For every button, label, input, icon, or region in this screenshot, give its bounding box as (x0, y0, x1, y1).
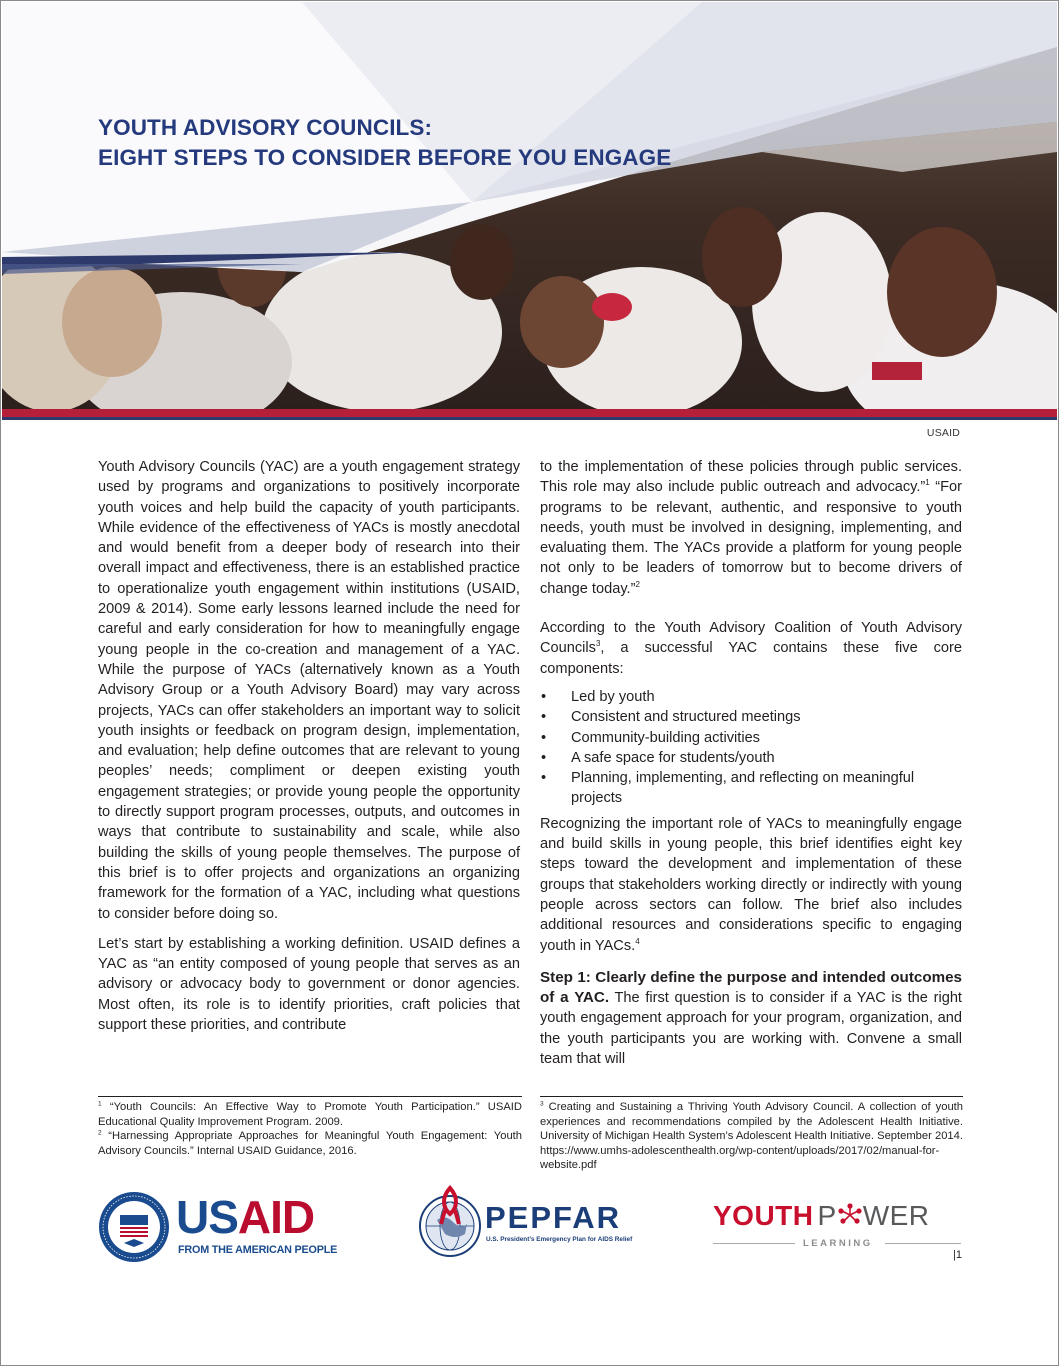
components-intro-paragraph (540, 618, 962, 679)
title-line-2: EIGHT STEPS TO CONSIDER BEFORE YOU ENGAGE (98, 145, 672, 170)
core-components-list (540, 687, 962, 809)
youthpower-wer: WER (862, 1200, 930, 1231)
pepfar-globe-icon (417, 1184, 483, 1262)
page-title (98, 113, 671, 173)
photo-credit: USAID (926, 427, 960, 439)
footnote-ref-4: 4 (635, 936, 640, 946)
power-o-icon (837, 1201, 863, 1223)
usaid-logo (98, 1189, 338, 1263)
recognition-text: Recognizing the important role of YACs to meaningfully engage and build skills in young people, this brief identifies eight key steps toward the development and implementation of these groups that stakeholders working directly or indirectly with young people across sectors can follow. The brief also includes additional resources and considerations specific to engaging youth in YACs. (540, 815, 962, 954)
usaid-wordmark-us: US (176, 1191, 238, 1243)
usaid-wordmark-aid: AID (237, 1191, 315, 1243)
usaid-wordmark (176, 1193, 314, 1241)
youthpower-wordmark (713, 1199, 930, 1233)
recognition-paragraph (540, 814, 962, 956)
step-1-paragraph (540, 968, 962, 1069)
list-item: • Consistent and structured meetings (540, 707, 962, 727)
footnote-2 (98, 1129, 522, 1158)
footnote-ref-1: 1 (925, 478, 930, 488)
footnote-2-number: 2 (98, 1129, 102, 1137)
youthpower-learning: LEARNING (803, 1238, 873, 1249)
left-column (98, 457, 520, 1035)
components-intro-text-b: , a successful YAC contains these five core components: (540, 640, 962, 677)
youthpower-rule-left (713, 1243, 795, 1244)
footnote-1-number: 1 (98, 1100, 102, 1108)
footnote-3-number: 3 (540, 1100, 544, 1108)
youthpower-rule-right (885, 1243, 961, 1244)
list-item: • A safe space for students/youth (540, 748, 962, 768)
footnotes-left (98, 1096, 522, 1158)
header-banner (2, 2, 1057, 430)
footnotes-right (540, 1096, 963, 1173)
title-line-1: YOUTH ADVISORY COUNCILS: (98, 115, 433, 140)
footnote-ref-2: 2 (635, 579, 640, 589)
youthpower-p: P (817, 1200, 837, 1231)
youthpower-youth: YOUTH (713, 1200, 814, 1231)
definition-continued-paragraph (540, 457, 962, 599)
pepfar-logo (417, 1184, 647, 1264)
footnote-ref-3: 3 (595, 639, 601, 649)
step-1-text: The first question is to consider if a YAC is the right youth engagement approach for your program, organization, and the youth participants you are working with. Convene a small team that will (540, 990, 962, 1068)
youthpower-logo (713, 1199, 965, 1257)
footnote-3 (540, 1100, 963, 1173)
list-item: • Planning, implementing, and reflecting on meaningful projects (540, 768, 962, 809)
header-photo-graphic (2, 2, 1057, 430)
right-column (540, 457, 962, 1069)
step-1-heading: Step 1: Clearly define the purpose and intended outcomes of a YAC. (540, 968, 962, 1007)
footnote-2-text: “Harnessing Appropriate Approaches for Meaningful Youth Engagement: Youth Advisory Councils.” Internal USAID Guidance, 2016. (98, 1130, 522, 1157)
footnote-3-text: Creating and Sustaining a Thriving Youth Advisory Council. A collection of youth experiences and recommendations compiled by the Adolescent Health Initiative. University of Michigan Health System’s Adolescent Health Initiative. September 2014. https://www.umhs-adolescenthealth.org/wp-content/uploads/2017/02/manual-for-website.pdf (540, 1101, 963, 1172)
list-item: • Community-building activities (540, 728, 962, 748)
definition-paragraph: Let’s start by establishing a working definition. USAID defines a YAC as “an entity composed of young people that serves as an advisory or advocacy body to government or donor agencies. Most often, its role is to identify priorities, craft policies that support these priorities, and contribute (98, 935, 520, 1034)
definition-text-b: “For programs to be relevant, authentic, and responsive to youth needs, youth must be involved in designing, implementing, and evaluating them. The YACs provide a platform for young people not only to be leaders of tomorrow but to become drivers of change today.” (540, 479, 963, 597)
usaid-seal-icon (98, 1191, 170, 1263)
definition-text-a: to the implementation of these policies through public services. This role may also include public outreach and advocacy.” (540, 459, 962, 496)
components-intro-text-a: According to the Youth Advisory Coalition of Youth Advisory Councils (540, 620, 962, 657)
pepfar-tagline: U.S. President’s Emergency Plan for AIDS Relief (486, 1236, 633, 1243)
page-number: |1 (953, 1249, 962, 1261)
footnote-1-text: “Youth Councils: An Effective Way to Promote Youth Participation.” USAID Educational Quality Improvement Program. 2009. (98, 1101, 522, 1128)
pepfar-wordmark: PEPFAR (485, 1200, 622, 1235)
footnote-1 (98, 1100, 522, 1129)
list-item: • Led by youth (540, 687, 962, 707)
usaid-tagline: FROM THE AMERICAN PEOPLE (178, 1244, 338, 1256)
intro-paragraph: Youth Advisory Councils (YAC) are a youth engagement strategy used by programs and organizations to positively incorporate youth voices and help build the capacity of youth participants. While evidence of the effectiveness of YACs is mostly anecdotal and would benefit from a deeper body of research into their overall impact and effectiveness, there is an established practice to operationalize youth engagement within institutions (USAID, 2009 & 2014). Some early lessons learned include the need for careful and early consideration for how to meaningfully engage young people in the co-creation and management of a YAC. While the purpose of YACs (alternatively known as a Youth Advisory Group or a Youth Advisory Board) may vary across projects, YACs can offer stakeholders an important way to solicit youth insights or feedback on program design, implementation, and evaluation; help define outcomes that are relevant to young peoples’ needs; compliment or deepen existing youth engagement strategies; or provide young people the opportunity to directly support program processes, outputs, and outcomes in ways that contribute to sustainability and scale, while also building the skills of young people themselves. The purpose of this brief is to offer projects and organizations an organizing framework for the formation of a YAC, including what questions to consider before doing so. (98, 459, 520, 922)
